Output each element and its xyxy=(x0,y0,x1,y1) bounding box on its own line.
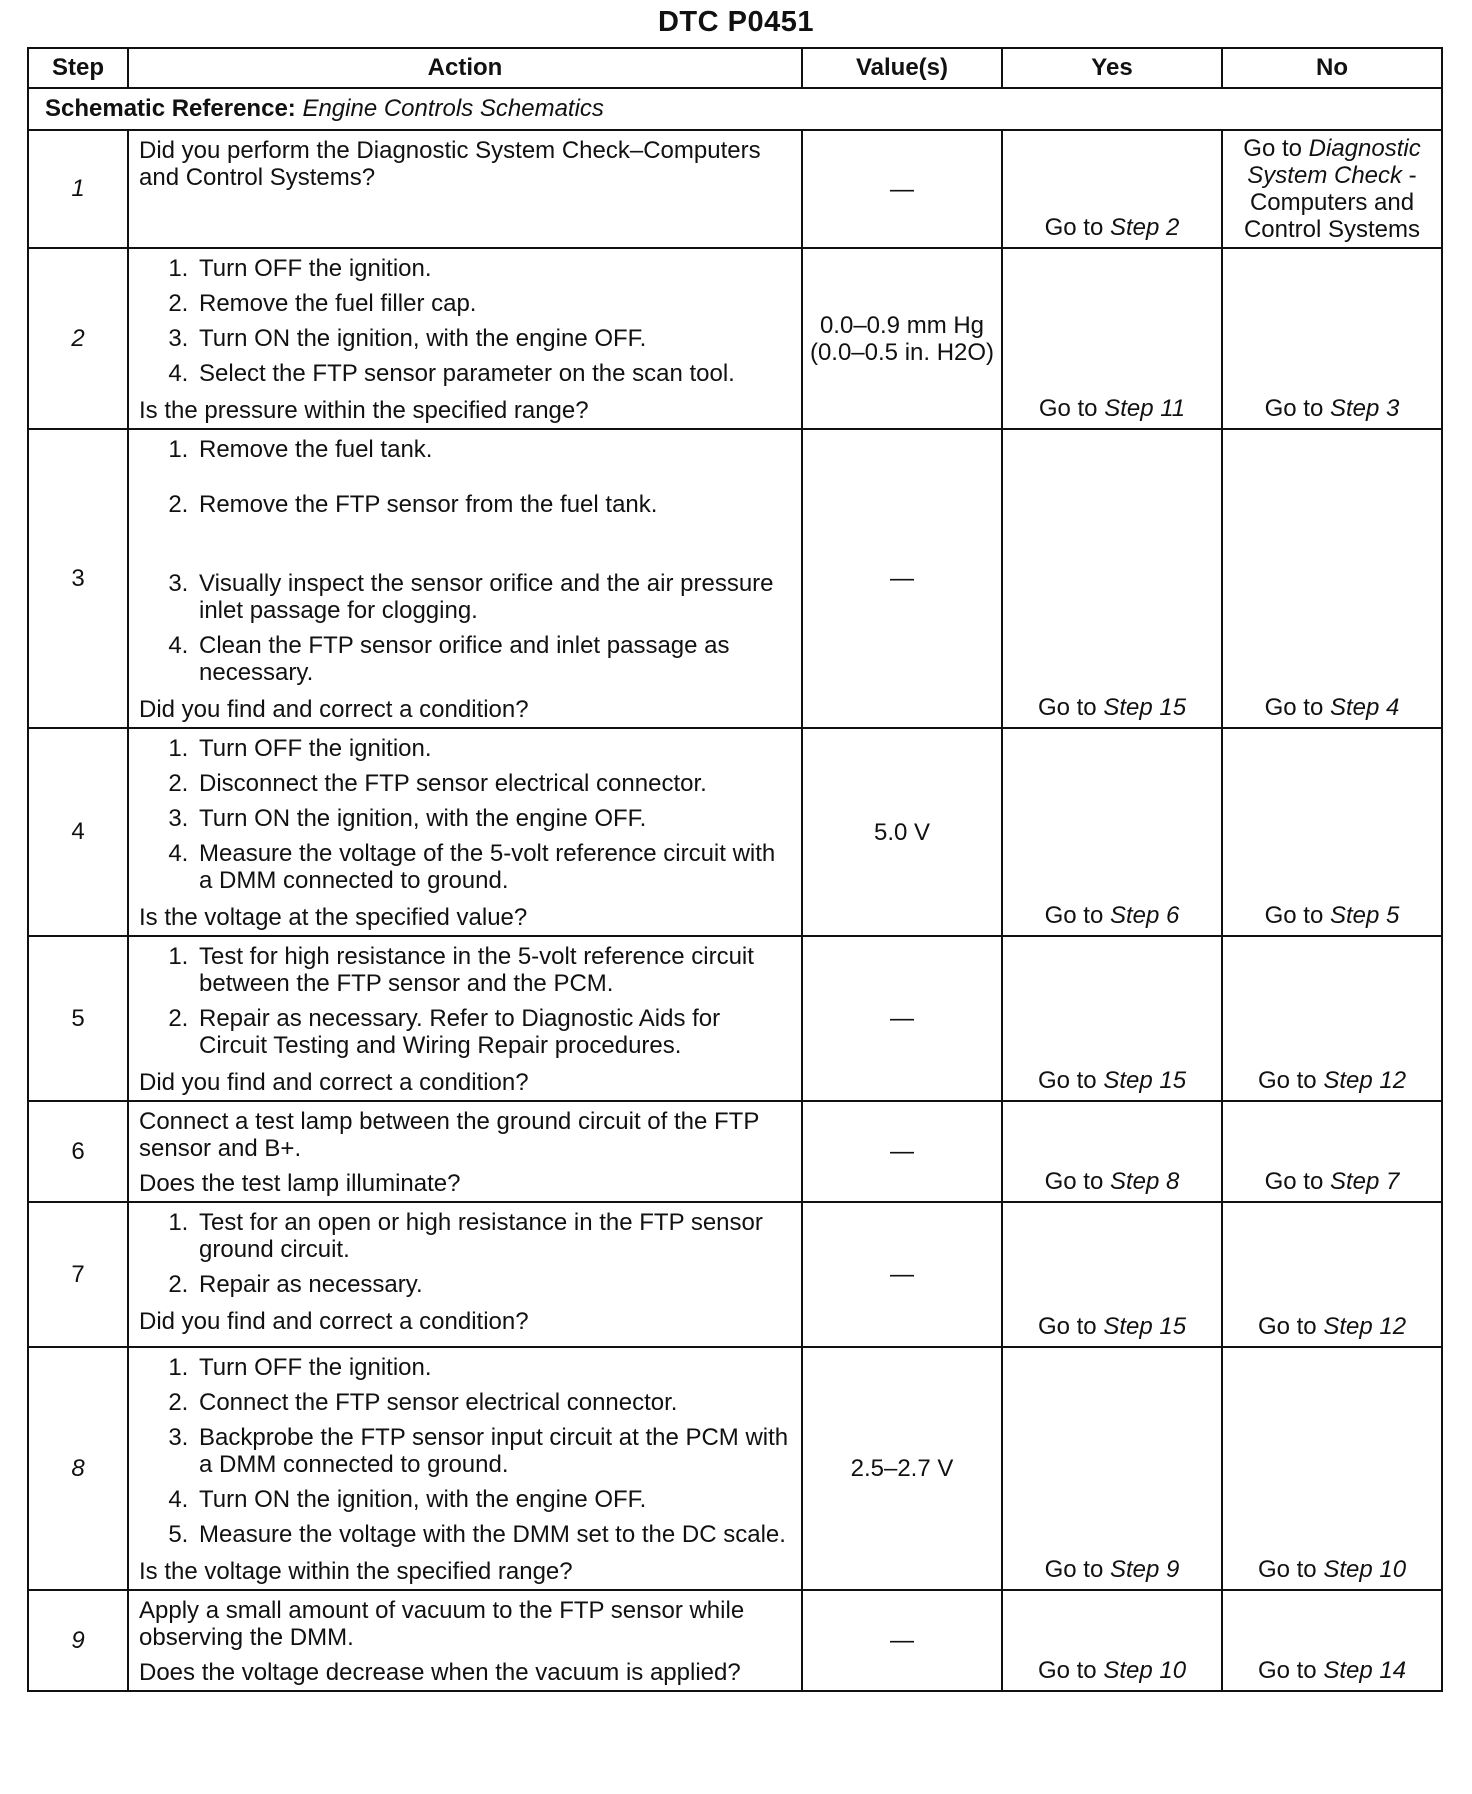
step-number: 1 xyxy=(28,130,128,248)
no-cell xyxy=(1222,1347,1442,1590)
step-number: 3 xyxy=(28,429,128,728)
yes-cell xyxy=(1002,728,1222,936)
yes-step-link[interactable]: Step 15 xyxy=(1103,1067,1187,1094)
table-row xyxy=(28,1101,1442,1202)
action-cell xyxy=(128,130,802,248)
header-step: Step xyxy=(28,48,128,88)
action-cell xyxy=(128,1202,802,1347)
yes-prefix: Go to xyxy=(1038,395,1105,422)
no-prefix: Go to xyxy=(1243,135,1309,162)
substep-item: 1. Test for high resistance in the 5-volt reference circuit between the FTP sensor and the PCM. xyxy=(195,943,791,997)
substep-item: 4. Measure the voltage of the 5-volt reference circuit with a DMM connected to ground. xyxy=(195,840,791,894)
substep-item: 2. Repair as necessary. xyxy=(195,1271,791,1298)
no-cell xyxy=(1222,429,1442,728)
action-intro: Did you perform the Diagnostic System Check–Computers and Control Systems? xyxy=(139,137,761,191)
table-row xyxy=(28,936,1442,1101)
substep-item: 5. Measure the voltage with the DMM set to the DC scale. xyxy=(195,1521,791,1548)
substep-list xyxy=(139,255,791,387)
yes-prefix: Go to xyxy=(1044,1168,1110,1195)
action-steps xyxy=(139,1354,791,1556)
yes-prefix: Go to xyxy=(1037,694,1104,721)
no-step-link[interactable]: Step 12 xyxy=(1323,1067,1407,1094)
substep-list xyxy=(139,436,791,686)
action-question: Does the voltage decrease when the vacuum is applied? xyxy=(139,1659,741,1686)
no-cell xyxy=(1222,936,1442,1101)
header-action: Action xyxy=(128,48,802,88)
action-question: Is the voltage at the specified value? xyxy=(139,904,528,931)
yes-cell xyxy=(1002,130,1222,248)
action-question: Did you find and correct a condition? xyxy=(139,1308,529,1335)
yes-cell xyxy=(1002,429,1222,728)
step-number: 8 xyxy=(28,1347,128,1590)
table-row xyxy=(28,1590,1442,1691)
action-intro: Apply a small amount of vacuum to the FTP sensor while observing the DMM. xyxy=(139,1597,745,1651)
substep-item: 2. Remove the fuel filler cap. xyxy=(195,290,791,317)
yes-prefix: Go to xyxy=(1037,1313,1104,1340)
action-content xyxy=(139,436,791,723)
substep-item: 2. Remove the FTP sensor from the fuel tank. xyxy=(195,491,791,518)
yes-step-link[interactable]: Step 15 xyxy=(1103,694,1187,721)
action-steps xyxy=(139,255,791,395)
substep-item: 2. Disconnect the FTP sensor electrical connector. xyxy=(195,770,791,797)
action-steps xyxy=(139,436,791,694)
value-cell: — xyxy=(802,130,1002,248)
no-prefix: Go to xyxy=(1264,694,1330,721)
action-cell xyxy=(128,936,802,1101)
yes-cell xyxy=(1002,1347,1222,1590)
no-step-link[interactable]: Step 12 xyxy=(1323,1313,1407,1340)
action-cell xyxy=(128,728,802,936)
value-cell: 5.0 V xyxy=(802,728,1002,936)
yes-cell xyxy=(1002,1101,1222,1202)
no-prefix: Go to xyxy=(1257,1313,1324,1340)
no-link[interactable]: Diagnostic System Check xyxy=(1247,135,1421,189)
action-steps xyxy=(139,1597,791,1657)
yes-step-link[interactable]: Step 8 xyxy=(1109,1168,1180,1195)
action-question: Is the pressure within the specified range? xyxy=(139,397,589,424)
substep-item: 4. Select the FTP sensor parameter on the scan tool. xyxy=(195,360,791,387)
step-number: 4 xyxy=(28,728,128,936)
yes-step-link[interactable]: Step 11 xyxy=(1104,395,1186,422)
step-number: 6 xyxy=(28,1101,128,1202)
substep-list xyxy=(139,943,791,1059)
value-cell: 2.5–2.7 V xyxy=(802,1347,1002,1590)
value-cell: — xyxy=(802,1202,1002,1347)
substep-item: 1. Remove the fuel tank. xyxy=(195,436,791,463)
table-row xyxy=(28,248,1442,429)
value-cell: — xyxy=(802,429,1002,728)
no-prefix: Go to xyxy=(1257,1067,1324,1094)
yes-prefix: Go to xyxy=(1037,1067,1104,1094)
action-question: Does the test lamp illuminate? xyxy=(139,1170,461,1197)
schematic-row xyxy=(28,88,1442,130)
header-no: No xyxy=(1222,48,1442,88)
substep-list xyxy=(139,735,791,894)
substep-item: 4. Turn ON the ignition, with the engine OFF. xyxy=(195,1486,791,1513)
yes-step-link[interactable]: Step 15 xyxy=(1103,1313,1187,1340)
no-prefix: Go to xyxy=(1264,902,1330,929)
no-prefix: Go to xyxy=(1257,1657,1324,1684)
action-question: Did you find and correct a condition? xyxy=(139,696,529,723)
no-cell xyxy=(1222,1590,1442,1691)
table-row xyxy=(28,1347,1442,1590)
yes-step-link[interactable]: Step 10 xyxy=(1103,1657,1187,1684)
yes-cell xyxy=(1002,248,1222,429)
no-step-link[interactable]: Step 7 xyxy=(1329,1168,1400,1195)
action-content xyxy=(139,1209,791,1335)
no-step-link[interactable]: Step 5 xyxy=(1329,902,1400,929)
substep-item: 1. Turn OFF the ignition. xyxy=(195,1354,791,1381)
action-content xyxy=(139,735,791,931)
action-steps xyxy=(139,943,791,1067)
value-cell: 0.0–0.9 mm Hg (0.0–0.5 in. H2O) xyxy=(802,248,1002,429)
no-suffix: - Computers and Control Systems xyxy=(1243,162,1421,243)
no-cell xyxy=(1222,1101,1442,1202)
substep-item: 2. Repair as necessary. Refer to Diagnostic Aids for Circuit Testing and Wiring Repair procedures. xyxy=(195,1005,791,1059)
no-prefix: Go to xyxy=(1264,1168,1330,1195)
substep-item: 1. Turn OFF the ignition. xyxy=(195,255,791,282)
yes-prefix: Go to xyxy=(1044,902,1110,929)
action-steps xyxy=(139,137,791,197)
yes-step-link[interactable]: Step 6 xyxy=(1109,902,1180,929)
no-cell xyxy=(1222,728,1442,936)
no-prefix: Go to xyxy=(1264,395,1330,422)
no-prefix: Go to xyxy=(1257,1556,1324,1583)
action-steps xyxy=(139,1108,791,1168)
action-cell xyxy=(128,429,802,728)
step-number: 2 xyxy=(28,248,128,429)
table-row xyxy=(28,429,1442,728)
action-question: Did you find and correct a condition? xyxy=(139,1069,529,1096)
yes-cell xyxy=(1002,936,1222,1101)
no-step-link[interactable]: Step 4 xyxy=(1329,694,1400,721)
action-cell xyxy=(128,1101,802,1202)
yes-cell xyxy=(1002,1202,1222,1347)
no-cell xyxy=(1222,130,1442,248)
no-step-link[interactable]: Step 3 xyxy=(1329,395,1400,422)
action-content xyxy=(139,1354,791,1585)
no-cell xyxy=(1222,248,1442,429)
value-cell: — xyxy=(802,936,1002,1101)
action-cell xyxy=(128,1590,802,1691)
schematic-reference xyxy=(28,88,1442,130)
table-row xyxy=(28,1202,1442,1347)
diagnostic-table xyxy=(27,47,1443,1692)
no-step-link[interactable]: Step 14 xyxy=(1323,1657,1407,1684)
schematic-label: Schematic Reference: xyxy=(45,95,296,122)
no-step-link[interactable]: Step 10 xyxy=(1323,1556,1407,1583)
action-steps xyxy=(139,1209,791,1306)
page-title: DTC P0451 xyxy=(657,6,814,38)
no-cell xyxy=(1222,1202,1442,1347)
value-cell: — xyxy=(802,1101,1002,1202)
table-row xyxy=(28,130,1442,248)
substep-item: 1. Test for an open or high resistance in the FTP sensor ground circuit. xyxy=(195,1209,791,1263)
yes-prefix: Go to xyxy=(1037,1657,1104,1684)
yes-step-link[interactable]: Step 9 xyxy=(1109,1556,1180,1583)
action-content xyxy=(139,137,791,197)
table-row xyxy=(28,728,1442,936)
step-number: 9 xyxy=(28,1590,128,1691)
action-question: Is the voltage within the specified range? xyxy=(139,1558,573,1585)
action-steps xyxy=(139,735,791,902)
substep-item: 3. Turn ON the ignition, with the engine OFF. xyxy=(195,325,791,352)
step-number: 5 xyxy=(28,936,128,1101)
substep-item: 2. Connect the FTP sensor electrical connector. xyxy=(195,1389,791,1416)
substep-item: 4. Clean the FTP sensor orifice and inlet passage as necessary. xyxy=(195,632,791,686)
yes-cell xyxy=(1002,1590,1222,1691)
schematic-link: Engine Controls Schematics xyxy=(302,95,604,122)
action-cell xyxy=(128,248,802,429)
header-row xyxy=(28,48,1442,88)
yes-prefix: Go to xyxy=(1044,1556,1110,1583)
action-content xyxy=(139,1108,791,1197)
header-yes: Yes xyxy=(1002,48,1222,88)
header-values: Value(s) xyxy=(802,48,1002,88)
action-content xyxy=(139,1597,791,1686)
substep-list xyxy=(139,1209,791,1298)
action-cell xyxy=(128,1347,802,1590)
substep-list xyxy=(139,1354,791,1548)
step-number: 7 xyxy=(28,1202,128,1347)
yes-prefix: Go to xyxy=(1044,214,1110,241)
action-content xyxy=(139,943,791,1096)
substep-item: 3. Backprobe the FTP sensor input circuit at the PCM with a DMM connected to ground. xyxy=(195,1424,791,1478)
action-intro: Connect a test lamp between the ground circuit of the FTP sensor and B+. xyxy=(139,1108,759,1162)
substep-item: 3. Visually inspect the sensor orifice and the air pressure inlet passage for clogging. xyxy=(195,570,791,624)
substep-item: 3. Turn ON the ignition, with the engine OFF. xyxy=(195,805,791,832)
yes-step-link[interactable]: Step 2 xyxy=(1109,214,1180,241)
substep-item: 1. Turn OFF the ignition. xyxy=(195,735,791,762)
value-cell: — xyxy=(802,1590,1002,1691)
action-content xyxy=(139,255,791,424)
